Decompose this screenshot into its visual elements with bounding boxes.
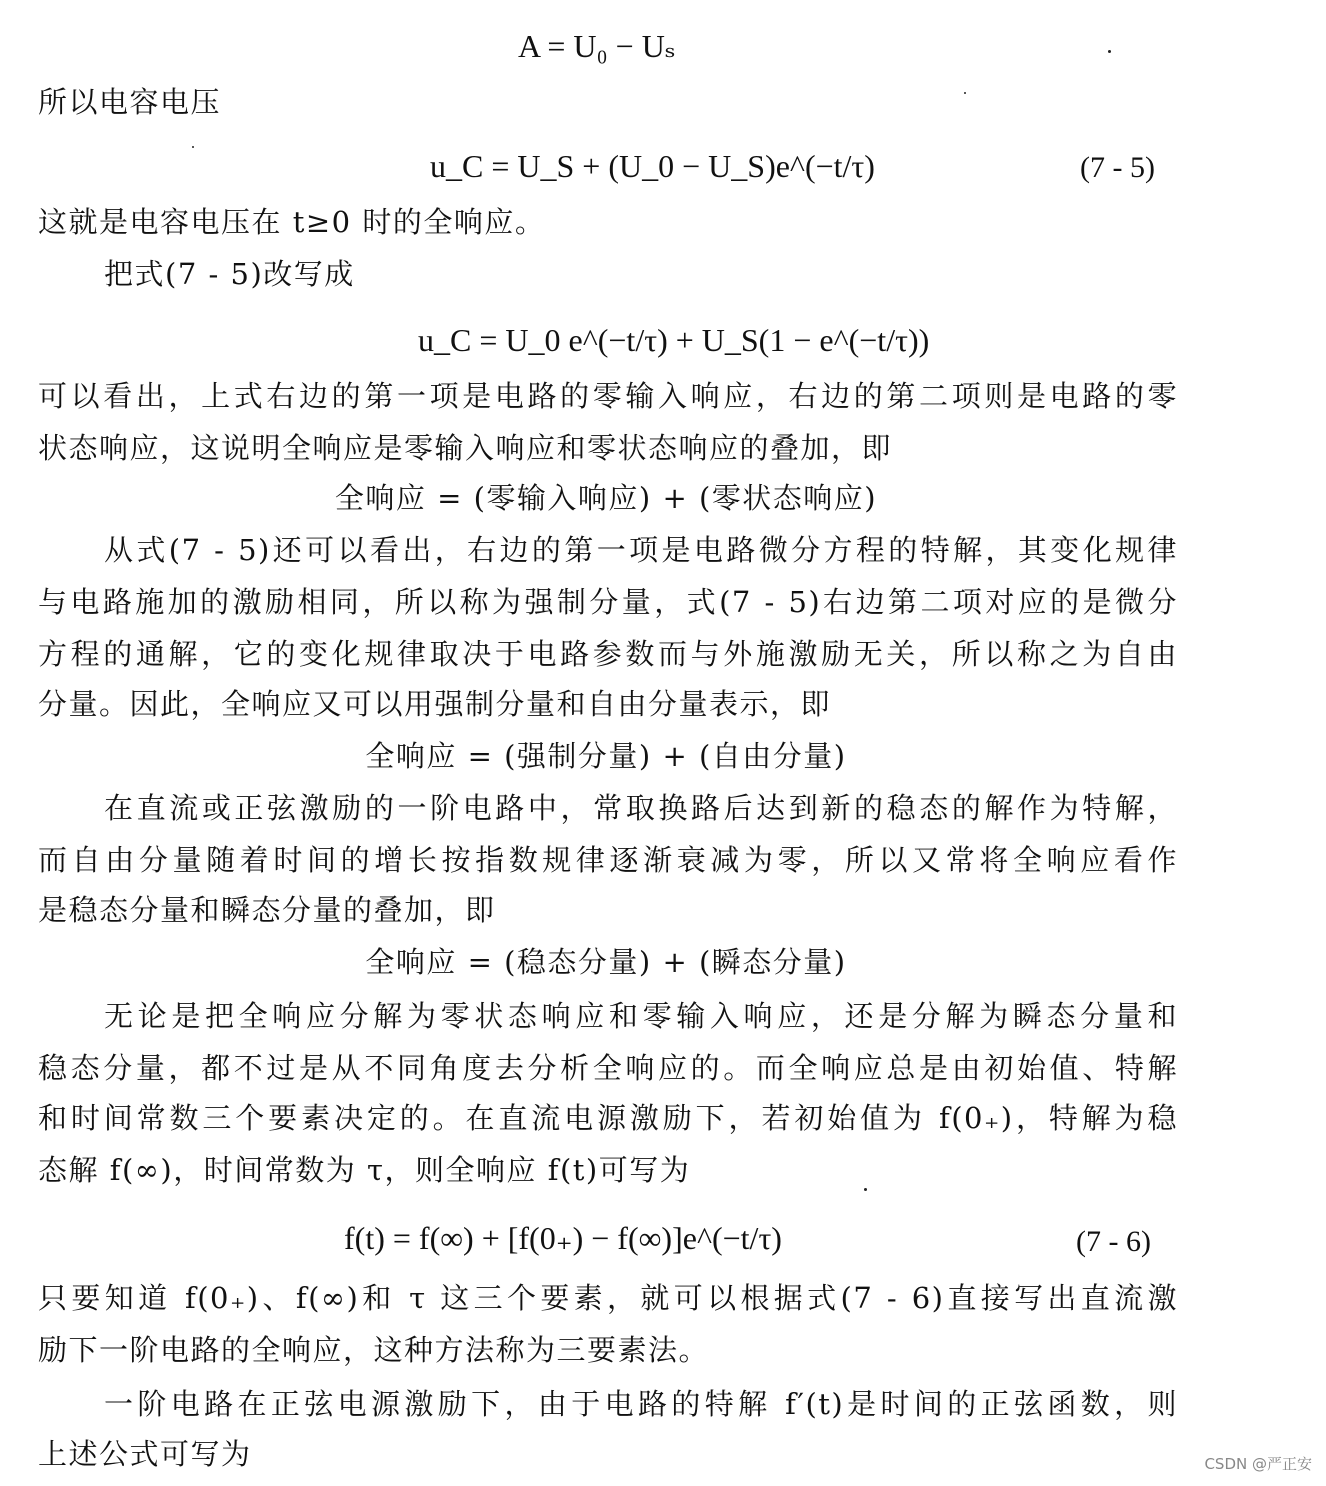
scan-speck <box>1108 50 1111 53</box>
text-line: 可以看出，上式右边的第一项是电路的零输入响应，右边的第二项则是电路的零 <box>38 379 1178 413</box>
text-line: 方程的通解，它的变化规律取决于电路参数而与外施激励无关，所以称之为自由 <box>38 637 1178 671</box>
text-line: 无论是把全响应分解为零状态响应和零输入响应，还是分解为瞬态分量和 <box>104 999 1178 1033</box>
text-line: 态解 f(∞)，时间常数为 τ，则全响应 f(t)可写为 <box>38 1153 691 1187</box>
text-line: 与电路施加的激励相同，所以称为强制分量，式(7 - 5)右边第二项对应的是微分 <box>38 585 1178 619</box>
text-line: 分量。因此，全响应又可以用强制分量和自由分量表示，即 <box>38 687 832 721</box>
equation-7-5-rewritten-text: u_C = U_0 e^(−t/τ) + U_S(1 − e^(−t/τ)) <box>418 322 930 358</box>
equation-a <box>518 26 676 66</box>
watermark: CSDN @严正安 <box>1204 1455 1312 1473</box>
equation-zero-input-zero-state: 全响应 = (零输入响应) + (零状态响应) <box>334 481 878 515</box>
equation-7-5-rewritten <box>418 320 929 360</box>
text-line: 只要知道 f(0₊)、f(∞)和 τ 这三个要素，就可以根据式(7 - 6)直接写出直流激 <box>38 1281 1178 1315</box>
equation-7-6-text: f(t) = f(∞) + [f(0₊) − f(∞)]e^(−t/τ) <box>344 1220 782 1256</box>
text-line: 而自由分量随着时间的增长按指数规律逐渐衰减为零，所以又常将全响应看作 <box>38 843 1178 877</box>
text-line: 这就是电容电压在 t≥0 时的全响应。 <box>38 205 546 239</box>
equation-number-7-5: (7 - 5) <box>1080 151 1155 184</box>
equation-7-5 <box>430 146 875 186</box>
equation-steady-transient: 全响应 = (稳态分量) + (瞬态分量) <box>365 945 847 979</box>
equation-a-text: A = U₀ − Uₛ <box>518 28 676 64</box>
text-line: 和时间常数三个要素决定的。在直流电源激励下，若初始值为 f(0₊)，特解为稳 <box>38 1101 1178 1135</box>
equation-number-7-6: (7 - 6) <box>1076 1225 1151 1258</box>
text-line: 从式(7 - 5)还可以看出，右边的第一项是电路微分方程的特解，其变化规律 <box>104 533 1178 567</box>
scan-speck <box>192 146 194 148</box>
equation-forced-free: 全响应 = (强制分量) + (自由分量) <box>365 739 847 773</box>
text-line: 在直流或正弦激励的一阶电路中，常取换路后达到新的稳态的解作为特解， <box>104 791 1178 825</box>
text-line: 一阶电路在正弦电源激励下，由于电路的特解 f′(t)是时间的正弦函数，则 <box>104 1387 1178 1421</box>
scan-speck <box>964 92 966 94</box>
text-line: 上述公式可写为 <box>38 1437 252 1471</box>
equation-7-5-text: u_C = U_S + (U_0 − U_S)e^(−t/τ) <box>430 148 875 184</box>
text-line: 状态响应，这说明全响应是零输入响应和零状态响应的叠加，即 <box>38 431 893 465</box>
text-line: 把式(7 - 5)改写成 <box>104 257 355 291</box>
equation-7-6 <box>344 1218 782 1258</box>
scan-speck <box>864 1188 867 1191</box>
text-line: 是稳态分量和瞬态分量的叠加，即 <box>38 893 496 927</box>
text-line: 所以电容电压 <box>38 85 222 119</box>
text-line: 励下一阶电路的全响应，这种方法称为三要素法。 <box>38 1333 710 1367</box>
text-line: 稳态分量，都不过是从不同角度去分析全响应的。而全响应总是由初始值、特解 <box>38 1051 1178 1085</box>
